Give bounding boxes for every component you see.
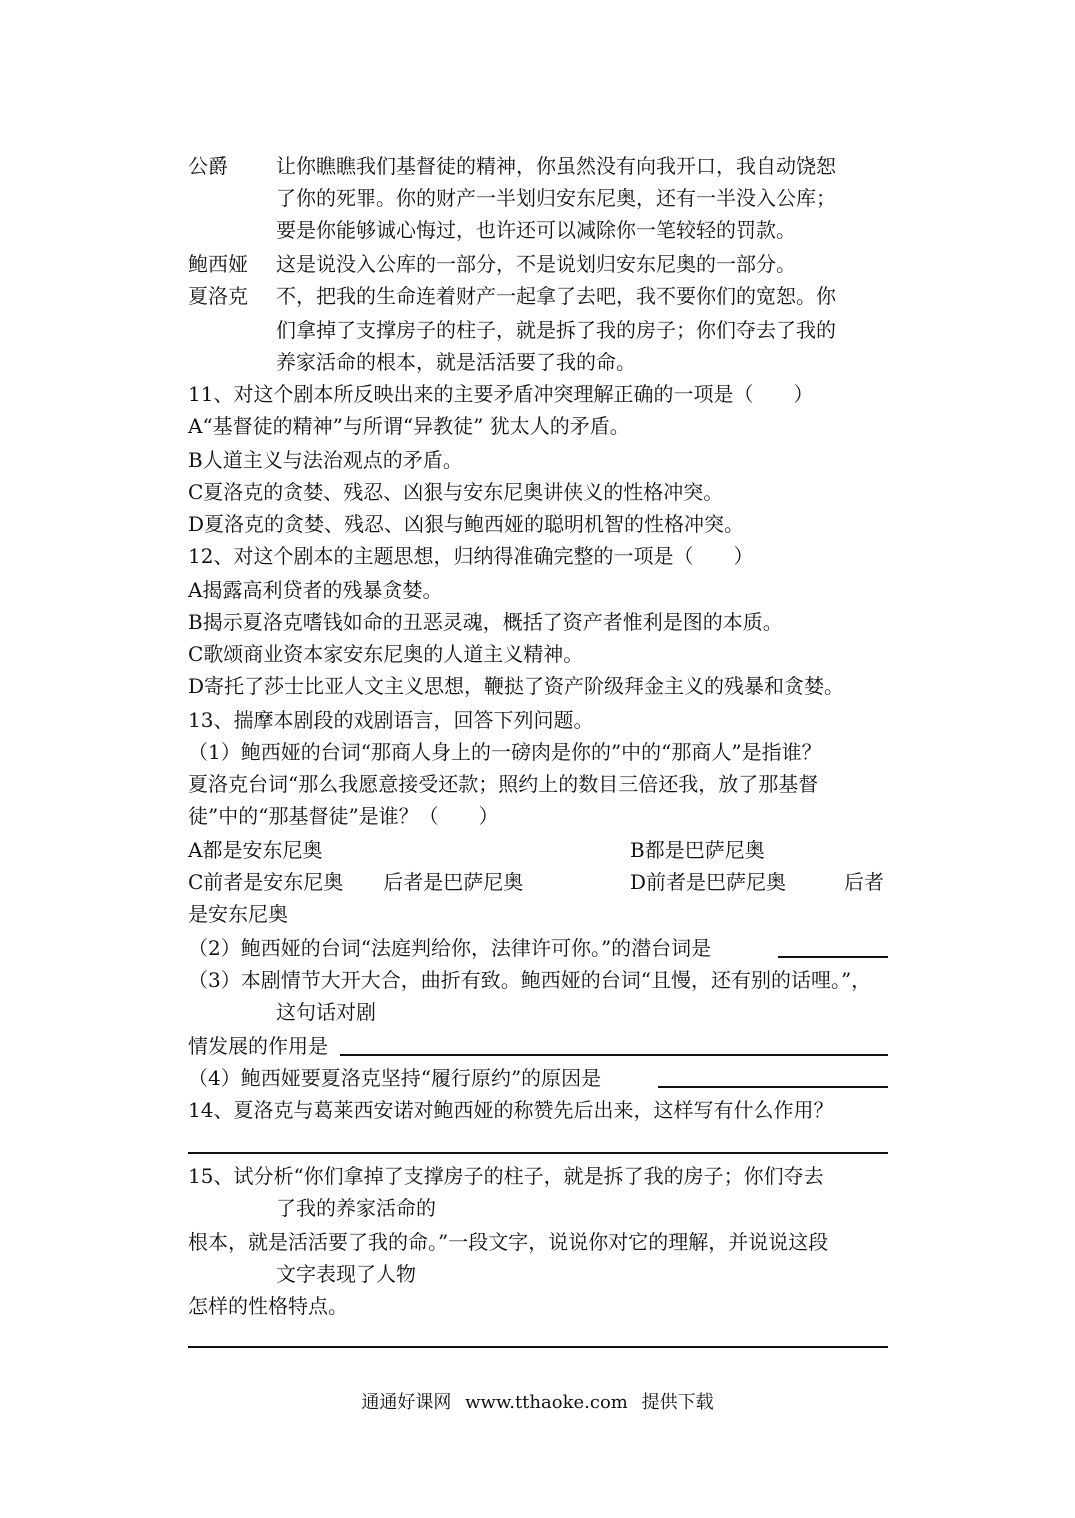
page-footer: [0, 1388, 1075, 1418]
answer-blank[interactable]: [340, 1054, 888, 1056]
question-12-stem: 12、对这个剧本的主题思想，归纳得准确完整的一项是（ ）: [188, 544, 754, 568]
speaker-shylock: 夏洛克: [188, 284, 248, 308]
question-11-stem: 11、对这个剧本所反映出来的主要矛盾冲突理解正确的一项是（ ）: [188, 382, 814, 406]
q11-option-d: D夏洛克的贪婪、残忍、凶狠与鲍西娅的聪明机智的性格冲突。: [188, 512, 745, 536]
footer-site-name: 通通好课网: [361, 1392, 452, 1413]
q11-option-b: B人道主义与法治观点的矛盾。: [188, 448, 463, 472]
question-14-stem: 14、夏洛克与葛莱西安诺对鲍西娅的称赞先后出来，这样写有什么作用？: [188, 1098, 834, 1122]
q13-sub3-line: 情发展的作用是: [188, 1034, 328, 1058]
question-15-line: 根本，就是活活要了我的命。”一段文字，说说你对它的理解，并说说这段: [188, 1230, 829, 1254]
q11-option-a: A“基督徒的精神”与所谓“异教徒” 犹太人的矛盾。: [188, 414, 630, 438]
speaker-portia: 鲍西娅: [188, 252, 248, 276]
q12-option-a: A揭露高利贷者的残暴贪婪。: [188, 578, 443, 602]
q11-option-c: C夏洛克的贪婪、残忍、凶狠与安东尼奥讲侠义的性格冲突。: [188, 480, 724, 504]
question-15-line: 了我的养家活命的: [276, 1196, 436, 1220]
question-15-line: 文字表现了人物: [276, 1262, 416, 1286]
q13-option-b: B都是巴萨尼奥: [630, 838, 765, 862]
q13-sub1-line: 夏洛克台词“那么我愿意接受还款；照约上的数目三倍还我，放了那基督: [188, 772, 819, 796]
q13-option-c: C前者是安东尼奥 后者是巴萨尼奥: [188, 870, 524, 894]
answer-blank[interactable]: [778, 956, 888, 958]
speech-line: 养家活命的根本，就是活活要了我的命。: [276, 350, 636, 374]
q13-sub4: （4）鲍西娅要夏洛克坚持“履行原约”的原因是: [188, 1066, 602, 1090]
speech-line: 了你的死罪。你的财产一半划归安东尼奥，还有一半没入公库；: [276, 186, 836, 210]
answer-blank[interactable]: [188, 1152, 888, 1154]
answer-blank[interactable]: [188, 1346, 888, 1348]
q13-option-d: D前者是巴萨尼奥: [630, 870, 787, 894]
q13-sub3-line: （3）本剧情节大开大合，曲折有致。鲍西娅的台词“且慢，还有别的话哩。”，: [188, 968, 872, 992]
footer-url[interactable]: www.tthaoke.com: [465, 1392, 628, 1413]
question-15-line: 怎样的性格特点。: [188, 1294, 348, 1318]
footer-suffix: 提供下载: [641, 1392, 714, 1413]
q13-sub3-line: 这句话对剧: [276, 1000, 376, 1024]
speech-line: 这是说没入公库的一部分，不是说划归安东尼奥的一部分。: [276, 252, 796, 276]
answer-blank[interactable]: [658, 1086, 888, 1088]
q12-option-c: C歌颂商业资本家安东尼奥的人道主义精神。: [188, 642, 584, 666]
speech-line: 让你瞧瞧我们基督徒的精神，你虽然没有向我开口，我自动饶恕: [276, 154, 836, 178]
q13-option-a: A都是安东尼奥: [188, 838, 323, 862]
speaker-duke: 公爵: [188, 154, 228, 178]
q13-sub2: （2）鲍西娅的台词“法庭判给你，法律许可你。”的潜台词是: [188, 936, 712, 960]
speech-line: 不，把我的生命连着财产一起拿了去吧，我不要你们的宽恕。你: [276, 284, 836, 308]
q13-sub1-line: 徒”中的“那基督徒”是谁？（ ）: [188, 804, 499, 828]
question-13-stem: 13、揣摩本剧段的戏剧语言，回答下列问题。: [188, 708, 594, 732]
q12-option-b: B揭示夏洛克嗜钱如命的丑恶灵魂，概括了资产者惟利是图的本质。: [188, 610, 783, 634]
question-15-line: 15、试分析“你们拿掉了支撑房子的柱子，就是拆了我的房子；你们夺去: [188, 1164, 824, 1188]
speech-line: 们拿掉了支撑房子的柱子，就是拆了我的房子；你们夺去了我的: [276, 318, 836, 342]
speech-line: 要是你能够诚心悔过，也许还可以减除你一笔较轻的罚款。: [276, 218, 796, 242]
q12-option-d: D寄托了莎士比亚人文主义思想，鞭挞了资产阶级拜金主义的残暴和贪婪。: [188, 674, 845, 698]
q13-option-d-wrap: 是安东尼奥: [188, 902, 288, 926]
q13-sub1-line: （1）鲍西娅的台词“那商人身上的一磅肉是你的”中的“那商人”是指谁？: [188, 740, 822, 764]
q13-option-d-tail: 后者: [844, 870, 884, 894]
